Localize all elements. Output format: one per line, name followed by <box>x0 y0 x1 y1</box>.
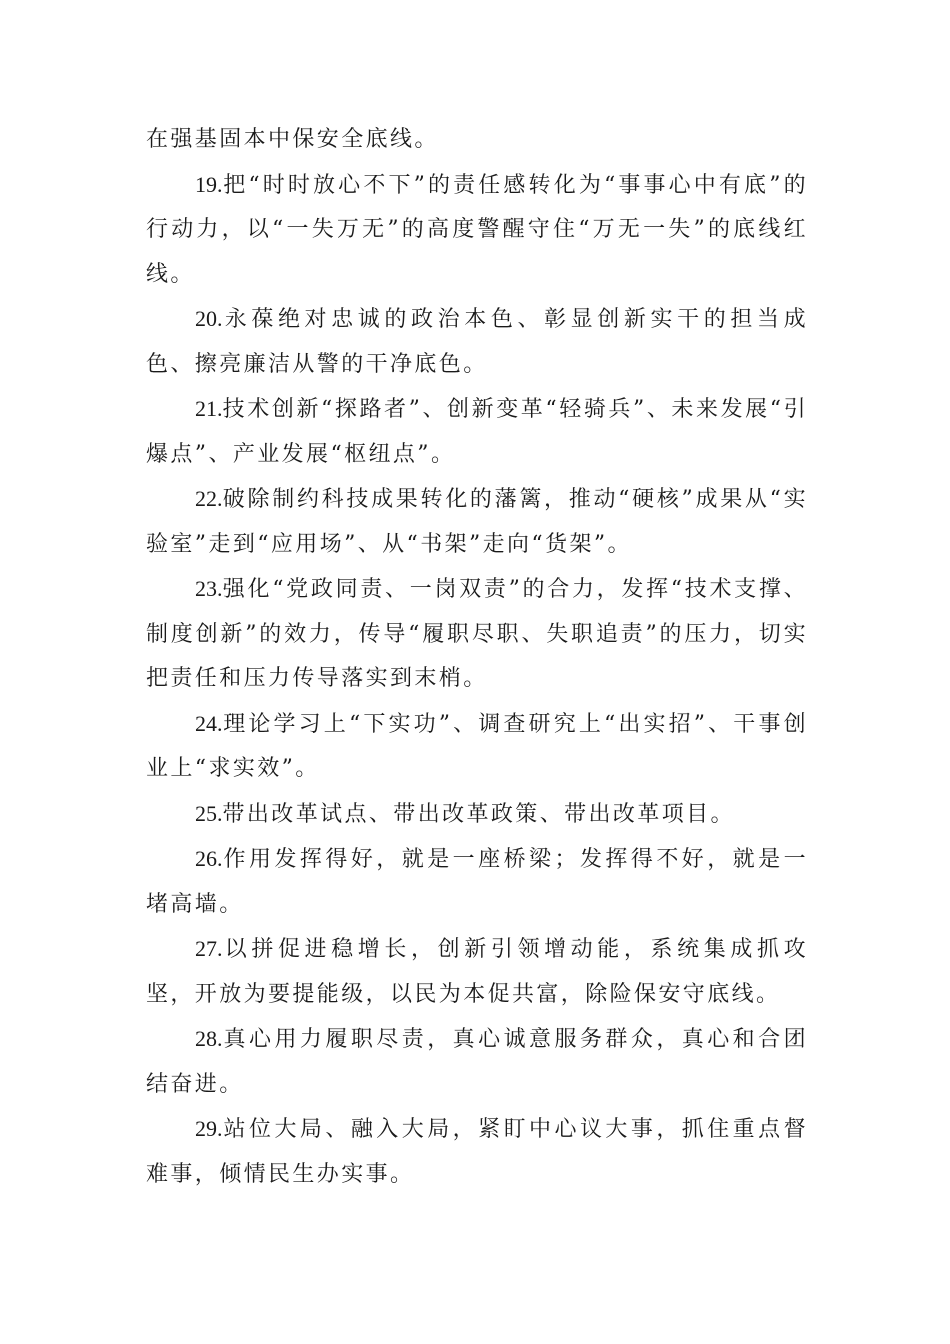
paragraph-number: 26. <box>195 846 223 871</box>
paragraph-text: 破除制约科技成果转化的藩篱，推动“硬核”成果从“实验室”走到“应用场”、从“书架”走向“货架”。 <box>146 487 808 557</box>
paragraph-number: 23. <box>195 576 223 601</box>
paragraph-text: 理论学习上“下实功”、调查研究上“出实招”、干事创业上“求实效”。 <box>146 711 808 781</box>
paragraph-text: 在强基固本中保安全底线。 <box>146 127 439 152</box>
paragraph-number: 20. <box>195 306 223 331</box>
paragraph-number: 22. <box>195 486 223 511</box>
paragraph-number: 25. <box>195 800 223 826</box>
paragraph-item-22 <box>146 477 808 567</box>
paragraph-item-27 <box>146 927 808 1017</box>
paragraph-item-20 <box>146 297 808 387</box>
paragraph-text: 站位大局、融入大局，紧盯中心议大事，抓住重点督难事，倾情民生办实事。 <box>146 1117 808 1187</box>
paragraph-text: 永葆绝对忠诚的政治本色、彰显创新实干的担当成色、擦亮廉洁从警的干净底色。 <box>146 307 808 377</box>
paragraph-text: 以拼促进稳增长，创新引领增动能，系统集成抓攻坚，开放为要提能级，以民为本促共富，除险保安守底线。 <box>146 937 808 1007</box>
paragraph-number: 28. <box>195 1026 223 1051</box>
paragraph-continuation <box>146 118 808 163</box>
paragraph-text: 带出改革试点、带出改革政策、带出改革项目。 <box>222 801 735 827</box>
paragraph-item-28 <box>146 1017 808 1107</box>
paragraph-item-19 <box>146 163 808 298</box>
paragraph-number: 21. <box>195 396 223 421</box>
paragraph-text: 真心用力履职尽责，真心诚意服务群众，真心和合团结奋进。 <box>146 1027 808 1097</box>
paragraph-number: 19. <box>195 171 223 197</box>
paragraph-item-23 <box>146 567 808 702</box>
paragraph-item-25 <box>146 792 808 838</box>
paragraph-text: 作用发挥得好，就是一座桥梁；发挥得不好，就是一堵高墙。 <box>146 847 808 917</box>
paragraph-item-26 <box>146 837 808 927</box>
paragraph-text: 强化“党政同责、一岗双责”的合力，发挥“技术支撑、制度创新”的效力，传导“履职尽职、失职追责”的压力，切实把责任和压力传导落实到末梢。 <box>146 577 808 691</box>
paragraph-item-29 <box>146 1107 808 1197</box>
paragraph-item-21 <box>146 387 808 477</box>
paragraph-item-24 <box>146 702 808 792</box>
paragraph-number: 27. <box>195 936 223 961</box>
paragraph-text: 把“时时放心不下”的责任感转化为“事事心中有底”的行动力，以“一失万无”的高度警醒守住“万无一失”的底线红线。 <box>146 172 808 287</box>
paragraph-number: 24. <box>195 710 223 736</box>
paragraph-number: 29. <box>195 1116 223 1141</box>
document-body <box>146 118 808 1197</box>
paragraph-text: 技术创新“探路者”、创新变革“轻骑兵”、未来发展“引爆点”、产业发展“枢纽点”。 <box>146 397 808 467</box>
